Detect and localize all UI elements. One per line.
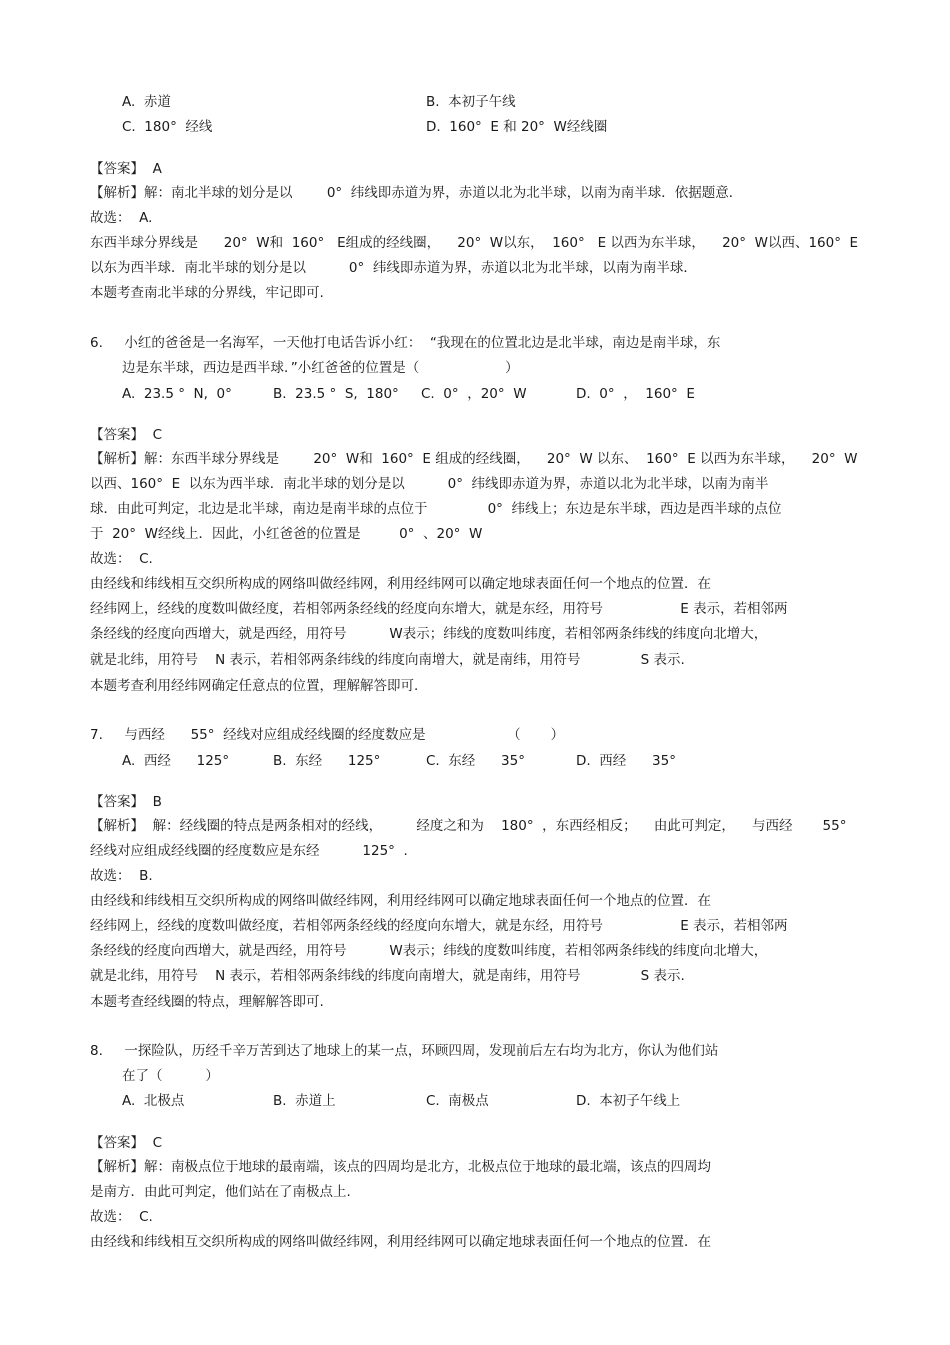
q6-stem-line: 边是东半球，西边是西半球．”小红爸爸的位置是（ ）	[122, 360, 519, 376]
q5-option-b: B. 本初子午线	[426, 94, 516, 110]
q7-analysis-line: 故选： B.	[90, 868, 153, 884]
q5-option-a: A. 赤道	[122, 94, 171, 110]
q6-option-a: A. 23.5 ° N, 0°	[122, 386, 232, 402]
q8-answer: 【答案】 C	[90, 1135, 163, 1151]
q7-analysis-line: 条经线的经度向西增大，就是西经，用符号 W表示；纬线的度数叫纬度，若相邻两条纬线的纬度向北增大，	[90, 943, 768, 959]
q7-stem-line: 7. 与西经 55° 经线对应组成经线圈的经度数应是 （ ）	[90, 727, 565, 743]
q7-answer: 【答案】 B	[90, 794, 162, 810]
q7-analysis-line: 就是北纬，用符号 N 表示，若相邻两条纬线的纬度向南增大，就是南纬，用符号 S 表示.	[90, 968, 685, 984]
q6-analysis-line: 以西、160° E 以东为西半球．南北半球的划分是以 0° 纬线即赤道为界，赤道以北为北半球，以南为南半	[90, 476, 769, 492]
q6-analysis-line: 于 20° W经线上．因此，小红爸爸的位置是 0° 、20° W	[90, 526, 483, 542]
q6-answer: 【答案】 C	[90, 427, 163, 443]
q6-analysis-line: 本题考查利用经纬网确定任意点的位置，理解解答即可.	[90, 678, 419, 694]
q8-stem-line: 8. 一探险队，历经千辛万苦到达了地球上的某一点，环顾四周，发现前后左右均为北方，你认为他们站	[90, 1043, 719, 1059]
q7-option-c: C. 东经 35°	[426, 753, 525, 769]
q7-analysis-line: 经纬网上，经线的度数叫做经度，若相邻两条经线的经度向东增大，就是东经，用符号 E 表示，若相邻两	[90, 918, 788, 934]
q6-stem-line: 6. 小红的爸爸是一名海军，一天他打电话告诉小红： “我现在的位置北边是北半球，南边是南半球，东	[90, 335, 721, 351]
q8-option-c: C. 南极点	[426, 1093, 489, 1109]
q8-stem-line: 在了（ ）	[122, 1068, 219, 1084]
q6-analysis-line: 由经线和纬线相互交织所构成的网络叫做经纬网，利用经纬网可以确定地球表面任何一个地点的位置．在	[90, 576, 711, 592]
q7-option-a: A. 西经 125°	[122, 753, 230, 769]
q5-analysis-line: 东西半球分界线是 20° W和 160° E组成的经线圈， 20° W以东， 160° E 以西为东半球， 20° W以西、160° E	[90, 235, 859, 251]
q5-analysis-line: 故选： A.	[90, 210, 153, 226]
q6-option-c: C. 0° ，20° W	[421, 386, 527, 402]
q6-analysis-line: 【解析】解：东西半球分界线是 20° W和 160° E 组成的经线圈， 20° W 以东、 160° E 以西为东半球， 20° W	[90, 451, 858, 467]
q8-option-d: D. 本初子午线上	[576, 1093, 681, 1109]
q5-answer: 【答案】 A	[90, 161, 162, 177]
q6-analysis-line: 就是北纬，用符号 N 表示，若相邻两条纬线的纬度向南增大，就是南纬，用符号 S 表示.	[90, 652, 685, 668]
q8-analysis-line: 【解析】解：南极点位于地球的最南端，该点的四周均是北方，北极点位于地球的最北端，该点的四周均	[90, 1159, 711, 1175]
q8-option-a: A. 北极点	[122, 1093, 185, 1109]
q6-analysis-line: 球．由此可判定，北边是北半球，南边是南半球的点位于 0° 纬线上；东边是东半球，西边是西半球的点位	[90, 501, 782, 517]
q5-analysis-line: 以东为西半球．南北半球的划分是以 0° 纬线即赤道为界，赤道以北为北半球，以南为南半球．	[90, 260, 697, 276]
q7-analysis-line: 由经线和纬线相互交织所构成的网络叫做经纬网，利用经纬网可以确定地球表面任何一个地点的位置．在	[90, 893, 711, 909]
q8-option-b: B. 赤道上	[273, 1093, 336, 1109]
q6-analysis-line: 故选： C.	[90, 551, 153, 567]
q5-analysis-line: 【解析】解：南北半球的划分是以 0° 纬线即赤道为界，赤道以北为北半球，以南为南半球．依据题意．	[90, 185, 743, 201]
q7-analysis-line: 本题考查经线圈的特点，理解解答即可.	[90, 994, 324, 1010]
q7-option-d: D. 西经 35°	[576, 753, 676, 769]
q6-option-b: B. 23.5 ° S, 180°	[273, 386, 399, 402]
q7-analysis-line: 经线对应组成经线圈的经度数应是东经 125° .	[90, 843, 408, 859]
q5-option-d: D. 160° E 和 20° W经线圈	[426, 119, 608, 135]
q8-analysis-line: 是南方．由此可判定，他们站在了南极点上.	[90, 1184, 351, 1200]
q6-analysis-line: 经纬网上，经线的度数叫做经度，若相邻两条经线的经度向东增大，就是东经，用符号 E 表示，若相邻两	[90, 601, 788, 617]
q6-analysis-line: 条经线的经度向西增大，就是西经，用符号 W表示；纬线的度数叫纬度，若相邻两条纬线的纬度向北增大，	[90, 626, 768, 642]
q8-analysis-line: 由经线和纬线相互交织所构成的网络叫做经纬网，利用经纬网可以确定地球表面任何一个地点的位置．在	[90, 1234, 711, 1250]
q5-option-c: C. 180° 经线	[122, 119, 213, 135]
q6-option-d: D. 0° ， 160° E	[576, 386, 695, 402]
q7-option-b: B. 东经 125°	[273, 753, 381, 769]
q5-analysis-line: 本题考查南北半球的分界线，牢记即可.	[90, 285, 324, 301]
q8-analysis-line: 故选： C.	[90, 1209, 153, 1225]
q7-analysis-line: 【解析】 解：经线圈的特点是两条相对的经线， 经度之和为 180° ，东西经相反； 由此可判定， 与西经 55°	[90, 818, 847, 834]
